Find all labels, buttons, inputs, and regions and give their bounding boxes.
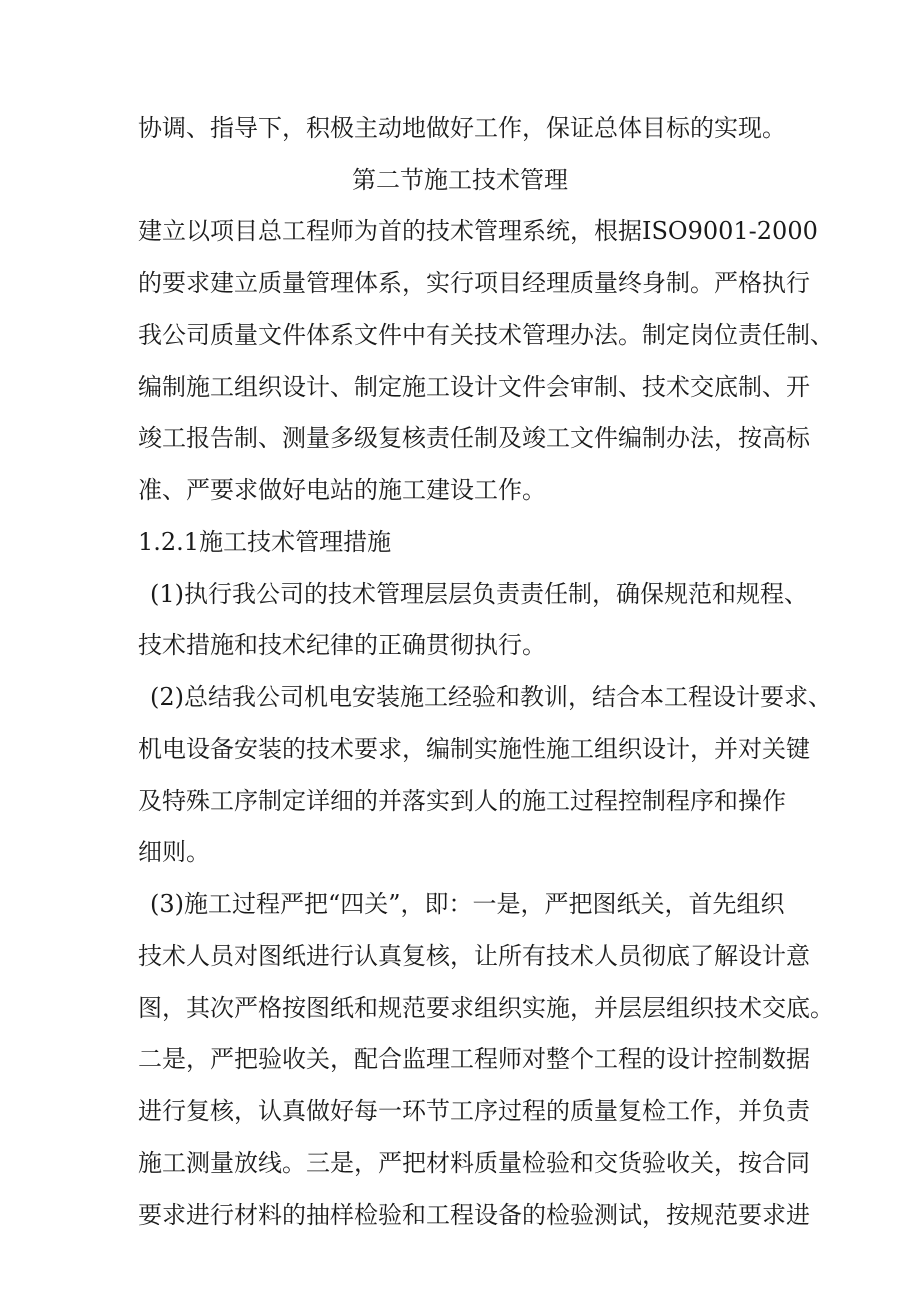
paragraph-line: 施工测量放线。三是，严把材料质量检验和交货验收关，按合同 (138, 1149, 810, 1177)
paragraph-line: 编制施工组织设计、制定施工设计文件会审制、技术交底制、开 (138, 373, 810, 401)
paragraph-line: 协调、指导下，积极主动地做好工作，保证总体目标的实现。 (138, 114, 786, 142)
paragraph-line: (2)总结我公司机电安装施工经验和教训，结合本工程设计要求、 (150, 683, 832, 711)
paragraph-line: 技术人员对图纸进行认真复核，让所有技术人员彻底了解设计意 (138, 942, 810, 970)
paragraph-line: 竣工报告制、测量多级复核责任制及竣工文件编制办法，按高标 (138, 424, 810, 452)
paragraph-line: 我公司质量文件体系文件中有关技术管理办法。制定岗位责任制、 (138, 321, 834, 349)
paragraph-line: 图，其次严格按图纸和规范要求组织实施，并层层组织技术交底。 (138, 994, 834, 1022)
paragraph-line: 进行复核，认真做好每一环节工序过程的质量复检工作，并负责 (138, 1097, 810, 1125)
paragraph-line: 及特殊工序制定详细的并落实到人的施工过程控制程序和操作 (138, 787, 786, 815)
paragraph-line: 的要求建立质量管理体系，实行项目经理质量终身制。严格执行 (138, 269, 810, 297)
paragraph-line: 准、严要求做好电站的施工建设工作。 (138, 476, 546, 504)
subsection-heading: 1.2.1施工技术管理措施 (138, 528, 392, 556)
paragraph-line: 技术措施和技术纪律的正确贯彻执行。 (138, 631, 546, 659)
paragraph-line: 细则。 (138, 838, 210, 866)
paragraph-line: 机电设备安装的技术要求，编制实施性施工组织设计，并对关键 (138, 735, 810, 763)
paragraph-line: 二是，严把验收关，配合监理工程师对整个工程的设计控制数据 (138, 1045, 810, 1073)
paragraph-line: (3)施工过程严把“四关”，即：一是，严把图纸关，首先组织 (150, 890, 785, 918)
paragraph-line: 建立以项目总工程师为首的技术管理系统，根据ISO9001-2000 (138, 217, 818, 245)
paragraph-line: 要求进行材料的抽样检验和工程设备的检验测试，按规范要求进 (138, 1201, 810, 1229)
section-heading: 第二节施工技术管理 (352, 166, 568, 194)
paragraph-line: (1)执行我公司的技术管理层层负责责任制，确保规范和规程、 (150, 580, 808, 608)
